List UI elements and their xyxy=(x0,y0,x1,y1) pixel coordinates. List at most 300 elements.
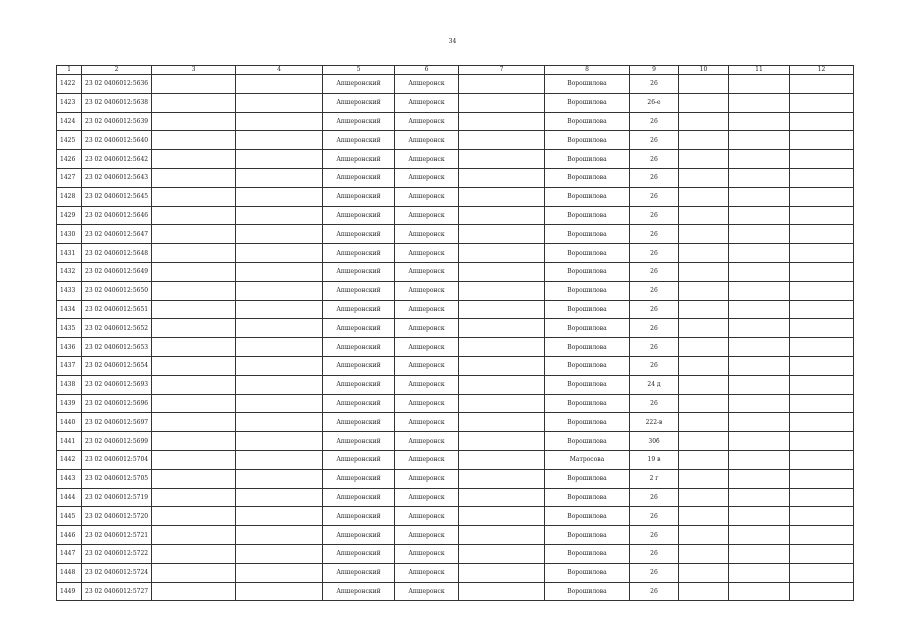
table-row xyxy=(57,75,854,94)
col-11-cell xyxy=(729,168,790,187)
col-10-cell xyxy=(679,507,729,526)
col-4-cell xyxy=(236,526,323,545)
col-4-cell xyxy=(236,338,323,357)
col-11-cell xyxy=(729,507,790,526)
table-row xyxy=(57,112,854,131)
city-cell: Апшеронск xyxy=(395,168,459,187)
col-12-cell xyxy=(790,526,854,545)
house-number-cell: 26 xyxy=(630,526,679,545)
district-cell: Апшеронский xyxy=(323,150,395,169)
row-number-cell: 1441 xyxy=(57,432,82,451)
table-row xyxy=(57,563,854,582)
col-12-cell xyxy=(790,544,854,563)
column-header-4: 4 xyxy=(236,66,323,75)
col-4-cell xyxy=(236,413,323,432)
col-10-cell xyxy=(679,375,729,394)
district-cell: Апшеронский xyxy=(323,563,395,582)
street-cell: Ворошилова xyxy=(545,206,630,225)
city-cell: Апшеронск xyxy=(395,563,459,582)
col-3-cell xyxy=(152,356,236,375)
cadastral-number-cell: 23 02 0406012:5705 xyxy=(82,469,152,488)
col-11-cell xyxy=(729,131,790,150)
house-number-cell: 26 xyxy=(630,168,679,187)
column-header-1: 1 xyxy=(57,66,82,75)
table-row xyxy=(57,168,854,187)
house-number-cell: 26 xyxy=(630,319,679,338)
col-12-cell xyxy=(790,150,854,169)
col-10-cell xyxy=(679,225,729,244)
table-row xyxy=(57,225,854,244)
city-cell: Апшеронск xyxy=(395,432,459,451)
district-cell: Апшеронский xyxy=(323,206,395,225)
page-number: 34 xyxy=(448,38,457,45)
col-12-cell xyxy=(790,244,854,263)
col-12-cell xyxy=(790,131,854,150)
row-number-cell: 1424 xyxy=(57,112,82,131)
street-cell: Ворошилова xyxy=(545,582,630,601)
col-4-cell xyxy=(236,262,323,281)
col-3-cell xyxy=(152,244,236,263)
col-3-cell xyxy=(152,75,236,94)
col-3-cell xyxy=(152,206,236,225)
col-11-cell xyxy=(729,187,790,206)
col-4-cell xyxy=(236,469,323,488)
cadastral-number-cell: 23 02 0406012:5699 xyxy=(82,432,152,451)
col-10-cell xyxy=(679,563,729,582)
district-cell: Апшеронский xyxy=(323,582,395,601)
table-row xyxy=(57,544,854,563)
row-number-cell: 1435 xyxy=(57,319,82,338)
city-cell: Апшеронск xyxy=(395,488,459,507)
house-number-cell: 26-е xyxy=(630,93,679,112)
col-11-cell xyxy=(729,563,790,582)
col-7-cell xyxy=(459,225,545,244)
district-cell: Апшеронский xyxy=(323,131,395,150)
col-3-cell xyxy=(152,544,236,563)
cadastral-number-cell: 23 02 0406012:5696 xyxy=(82,394,152,413)
col-7-cell xyxy=(459,394,545,413)
column-header-5: 5 xyxy=(323,66,395,75)
cadastral-number-cell: 23 02 0406012:5720 xyxy=(82,507,152,526)
col-3-cell xyxy=(152,507,236,526)
table-row xyxy=(57,507,854,526)
col-4-cell xyxy=(236,93,323,112)
col-11-cell xyxy=(729,300,790,319)
col-10-cell xyxy=(679,319,729,338)
col-12-cell xyxy=(790,75,854,94)
cadastral-number-cell: 23 02 0406012:5719 xyxy=(82,488,152,507)
col-10-cell xyxy=(679,450,729,469)
col-11-cell xyxy=(729,338,790,357)
cadastral-number-cell: 23 02 0406012:5653 xyxy=(82,338,152,357)
col-4-cell xyxy=(236,582,323,601)
city-cell: Апшеронск xyxy=(395,450,459,469)
row-number-cell: 1434 xyxy=(57,300,82,319)
col-3-cell xyxy=(152,187,236,206)
col-11-cell xyxy=(729,112,790,131)
col-7-cell xyxy=(459,507,545,526)
city-cell: Апшеронск xyxy=(395,112,459,131)
street-cell: Ворошилова xyxy=(545,526,630,545)
col-4-cell xyxy=(236,432,323,451)
col-3-cell xyxy=(152,469,236,488)
cadastral-number-cell: 23 02 0406012:5638 xyxy=(82,93,152,112)
cadastral-number-cell: 23 02 0406012:5646 xyxy=(82,206,152,225)
col-7-cell xyxy=(459,187,545,206)
house-number-cell: 26 xyxy=(630,150,679,169)
col-12-cell xyxy=(790,225,854,244)
column-header-12: 12 xyxy=(790,66,854,75)
district-cell: Апшеронский xyxy=(323,93,395,112)
col-7-cell xyxy=(459,488,545,507)
district-cell: Апшеронский xyxy=(323,281,395,300)
col-4-cell xyxy=(236,168,323,187)
house-number-cell: 26 xyxy=(630,131,679,150)
col-11-cell xyxy=(729,225,790,244)
col-11-cell xyxy=(729,262,790,281)
house-number-cell: 26 xyxy=(630,394,679,413)
row-number-cell: 1438 xyxy=(57,375,82,394)
house-number-cell: 222-в xyxy=(630,413,679,432)
col-4-cell xyxy=(236,300,323,319)
street-cell: Ворошилова xyxy=(545,432,630,451)
col-7-cell xyxy=(459,168,545,187)
table-row xyxy=(57,582,854,601)
col-12-cell xyxy=(790,206,854,225)
cadastral-number-cell: 23 02 0406012:5650 xyxy=(82,281,152,300)
col-7-cell xyxy=(459,244,545,263)
row-number-cell: 1422 xyxy=(57,75,82,94)
col-3-cell xyxy=(152,93,236,112)
cadastral-number-cell: 23 02 0406012:5647 xyxy=(82,225,152,244)
row-number-cell: 1426 xyxy=(57,150,82,169)
col-12-cell xyxy=(790,338,854,357)
city-cell: Апшеронск xyxy=(395,394,459,413)
col-4-cell xyxy=(236,75,323,94)
row-number-cell: 1428 xyxy=(57,187,82,206)
city-cell: Апшеронск xyxy=(395,281,459,300)
street-cell: Ворошилова xyxy=(545,338,630,357)
col-7-cell xyxy=(459,413,545,432)
row-number-cell: 1448 xyxy=(57,563,82,582)
col-11-cell xyxy=(729,450,790,469)
house-number-cell: 26 xyxy=(630,262,679,281)
col-10-cell xyxy=(679,544,729,563)
col-7-cell xyxy=(459,432,545,451)
street-cell: Ворошилова xyxy=(545,469,630,488)
col-10-cell xyxy=(679,262,729,281)
table-row xyxy=(57,375,854,394)
col-4-cell xyxy=(236,112,323,131)
col-12-cell xyxy=(790,375,854,394)
col-7-cell xyxy=(459,544,545,563)
house-number-cell: 19 в xyxy=(630,450,679,469)
col-12-cell xyxy=(790,356,854,375)
district-cell: Апшеронский xyxy=(323,375,395,394)
street-cell: Ворошилова xyxy=(545,413,630,432)
col-7-cell xyxy=(459,281,545,300)
district-cell: Апшеронский xyxy=(323,507,395,526)
registry-table xyxy=(56,65,854,601)
street-cell: Ворошилова xyxy=(545,300,630,319)
col-3-cell xyxy=(152,582,236,601)
col-7-cell xyxy=(459,469,545,488)
city-cell: Апшеронск xyxy=(395,244,459,263)
district-cell: Апшеронский xyxy=(323,112,395,131)
col-7-cell xyxy=(459,112,545,131)
col-7-cell xyxy=(459,450,545,469)
district-cell: Апшеронский xyxy=(323,187,395,206)
col-12-cell xyxy=(790,112,854,131)
row-number-cell: 1446 xyxy=(57,526,82,545)
col-7-cell xyxy=(459,300,545,319)
street-cell: Ворошилова xyxy=(545,112,630,131)
col-10-cell xyxy=(679,469,729,488)
col-12-cell xyxy=(790,281,854,300)
house-number-cell: 30б xyxy=(630,432,679,451)
house-number-cell: 26 xyxy=(630,112,679,131)
row-number-cell: 1440 xyxy=(57,413,82,432)
table-row xyxy=(57,319,854,338)
table-row xyxy=(57,488,854,507)
cadastral-number-cell: 23 02 0406012:5722 xyxy=(82,544,152,563)
column-header-7: 7 xyxy=(459,66,545,75)
col-3-cell xyxy=(152,432,236,451)
city-cell: Апшеронск xyxy=(395,319,459,338)
row-number-cell: 1431 xyxy=(57,244,82,263)
col-3-cell xyxy=(152,394,236,413)
city-cell: Апшеронск xyxy=(395,75,459,94)
table-row xyxy=(57,150,854,169)
col-11-cell xyxy=(729,356,790,375)
col-10-cell xyxy=(679,150,729,169)
district-cell: Апшеронский xyxy=(323,469,395,488)
col-12-cell xyxy=(790,582,854,601)
column-header-2: 2 xyxy=(82,66,152,75)
col-10-cell xyxy=(679,244,729,263)
street-cell: Ворошилова xyxy=(545,281,630,300)
col-10-cell xyxy=(679,187,729,206)
col-10-cell xyxy=(679,131,729,150)
col-7-cell xyxy=(459,526,545,545)
col-4-cell xyxy=(236,507,323,526)
table-row xyxy=(57,356,854,375)
table-row xyxy=(57,450,854,469)
col-10-cell xyxy=(679,338,729,357)
col-10-cell xyxy=(679,206,729,225)
district-cell: Апшеронский xyxy=(323,488,395,507)
house-number-cell: 26 xyxy=(630,187,679,206)
street-cell: Ворошилова xyxy=(545,75,630,94)
table-row xyxy=(57,300,854,319)
row-number-cell: 1429 xyxy=(57,206,82,225)
district-cell: Апшеронский xyxy=(323,262,395,281)
cadastral-number-cell: 23 02 0406012:5640 xyxy=(82,131,152,150)
city-cell: Апшеронск xyxy=(395,582,459,601)
col-4-cell xyxy=(236,281,323,300)
col-11-cell xyxy=(729,469,790,488)
col-11-cell xyxy=(729,375,790,394)
col-7-cell xyxy=(459,319,545,338)
row-number-cell: 1445 xyxy=(57,507,82,526)
col-3-cell xyxy=(152,488,236,507)
col-4-cell xyxy=(236,394,323,413)
city-cell: Апшеронск xyxy=(395,356,459,375)
table-row xyxy=(57,469,854,488)
cadastral-number-cell: 23 02 0406012:5697 xyxy=(82,413,152,432)
row-number-cell: 1449 xyxy=(57,582,82,601)
house-number-cell: 26 xyxy=(630,300,679,319)
table-row xyxy=(57,338,854,357)
col-4-cell xyxy=(236,450,323,469)
city-cell: Апшеронск xyxy=(395,544,459,563)
col-12-cell xyxy=(790,394,854,413)
row-number-cell: 1447 xyxy=(57,544,82,563)
col-4-cell xyxy=(236,488,323,507)
table-row xyxy=(57,131,854,150)
table-row xyxy=(57,432,854,451)
col-12-cell xyxy=(790,450,854,469)
col-10-cell xyxy=(679,75,729,94)
table-row xyxy=(57,206,854,225)
cadastral-number-cell: 23 02 0406012:5636 xyxy=(82,75,152,94)
city-cell: Апшеронск xyxy=(395,469,459,488)
cadastral-number-cell: 23 02 0406012:5727 xyxy=(82,582,152,601)
col-10-cell xyxy=(679,394,729,413)
city-cell: Апшеронск xyxy=(395,300,459,319)
col-10-cell xyxy=(679,488,729,507)
col-3-cell xyxy=(152,563,236,582)
col-12-cell xyxy=(790,319,854,338)
col-4-cell xyxy=(236,244,323,263)
street-cell: Ворошилова xyxy=(545,131,630,150)
col-4-cell xyxy=(236,225,323,244)
house-number-cell: 26 xyxy=(630,225,679,244)
col-11-cell xyxy=(729,488,790,507)
cadastral-number-cell: 23 02 0406012:5704 xyxy=(82,450,152,469)
street-cell: Ворошилова xyxy=(545,375,630,394)
col-12-cell xyxy=(790,93,854,112)
street-cell: Ворошилова xyxy=(545,187,630,206)
cadastral-number-cell: 23 02 0406012:5648 xyxy=(82,244,152,263)
table-row xyxy=(57,526,854,545)
col-11-cell xyxy=(729,319,790,338)
col-3-cell xyxy=(152,526,236,545)
col-11-cell xyxy=(729,93,790,112)
house-number-cell: 2 г xyxy=(630,469,679,488)
col-3-cell xyxy=(152,375,236,394)
city-cell: Апшеронск xyxy=(395,131,459,150)
row-number-cell: 1427 xyxy=(57,168,82,187)
col-4-cell xyxy=(236,375,323,394)
cadastral-number-cell: 23 02 0406012:5721 xyxy=(82,526,152,545)
col-11-cell xyxy=(729,394,790,413)
col-4-cell xyxy=(236,563,323,582)
cadastral-number-cell: 23 02 0406012:5645 xyxy=(82,187,152,206)
col-3-cell xyxy=(152,338,236,357)
col-10-cell xyxy=(679,112,729,131)
house-number-cell: 26 xyxy=(630,356,679,375)
col-11-cell xyxy=(729,432,790,451)
col-7-cell xyxy=(459,262,545,281)
house-number-cell: 26 xyxy=(630,544,679,563)
house-number-cell: 26 xyxy=(630,582,679,601)
col-11-cell xyxy=(729,582,790,601)
district-cell: Апшеронский xyxy=(323,168,395,187)
col-3-cell xyxy=(152,262,236,281)
district-cell: Апшеронский xyxy=(323,319,395,338)
col-3-cell xyxy=(152,112,236,131)
col-12-cell xyxy=(790,432,854,451)
col-10-cell xyxy=(679,356,729,375)
col-10-cell xyxy=(679,582,729,601)
col-3-cell xyxy=(152,319,236,338)
city-cell: Апшеронск xyxy=(395,150,459,169)
city-cell: Апшеронск xyxy=(395,93,459,112)
row-number-cell: 1425 xyxy=(57,131,82,150)
row-number-cell: 1444 xyxy=(57,488,82,507)
cadastral-number-cell: 23 02 0406012:5651 xyxy=(82,300,152,319)
house-number-cell: 26 xyxy=(630,206,679,225)
col-3-cell xyxy=(152,168,236,187)
cadastral-number-cell: 23 02 0406012:5693 xyxy=(82,375,152,394)
row-number-cell: 1442 xyxy=(57,450,82,469)
col-12-cell xyxy=(790,488,854,507)
district-cell: Апшеронский xyxy=(323,394,395,413)
street-cell: Матросова xyxy=(545,450,630,469)
col-12-cell xyxy=(790,469,854,488)
col-3-cell xyxy=(152,300,236,319)
col-11-cell xyxy=(729,544,790,563)
cadastral-number-cell: 23 02 0406012:5639 xyxy=(82,112,152,131)
col-12-cell xyxy=(790,262,854,281)
col-10-cell xyxy=(679,413,729,432)
cadastral-number-cell: 23 02 0406012:5649 xyxy=(82,262,152,281)
col-7-cell xyxy=(459,582,545,601)
row-number-cell: 1439 xyxy=(57,394,82,413)
col-10-cell xyxy=(679,432,729,451)
street-cell: Ворошилова xyxy=(545,168,630,187)
street-cell: Ворошилова xyxy=(545,225,630,244)
street-cell: Ворошилова xyxy=(545,488,630,507)
table-row xyxy=(57,244,854,263)
house-number-cell: 26 xyxy=(630,281,679,300)
table-body xyxy=(57,75,854,601)
cadastral-number-cell: 23 02 0406012:5642 xyxy=(82,150,152,169)
col-3-cell xyxy=(152,450,236,469)
cadastral-number-cell: 23 02 0406012:5724 xyxy=(82,563,152,582)
col-3-cell xyxy=(152,413,236,432)
header-row xyxy=(57,66,854,75)
col-12-cell xyxy=(790,563,854,582)
street-cell: Ворошилова xyxy=(545,356,630,375)
row-number-cell: 1432 xyxy=(57,262,82,281)
district-cell: Апшеронский xyxy=(323,300,395,319)
city-cell: Апшеронск xyxy=(395,413,459,432)
col-10-cell xyxy=(679,93,729,112)
col-4-cell xyxy=(236,544,323,563)
cadastral-number-cell: 23 02 0406012:5652 xyxy=(82,319,152,338)
column-header-6: 6 xyxy=(395,66,459,75)
col-10-cell xyxy=(679,281,729,300)
col-11-cell xyxy=(729,206,790,225)
col-11-cell xyxy=(729,75,790,94)
street-cell: Ворошилова xyxy=(545,262,630,281)
house-number-cell: 26 xyxy=(630,563,679,582)
column-header-3: 3 xyxy=(152,66,236,75)
house-number-cell: 26 xyxy=(630,338,679,357)
house-number-cell: 24 д xyxy=(630,375,679,394)
